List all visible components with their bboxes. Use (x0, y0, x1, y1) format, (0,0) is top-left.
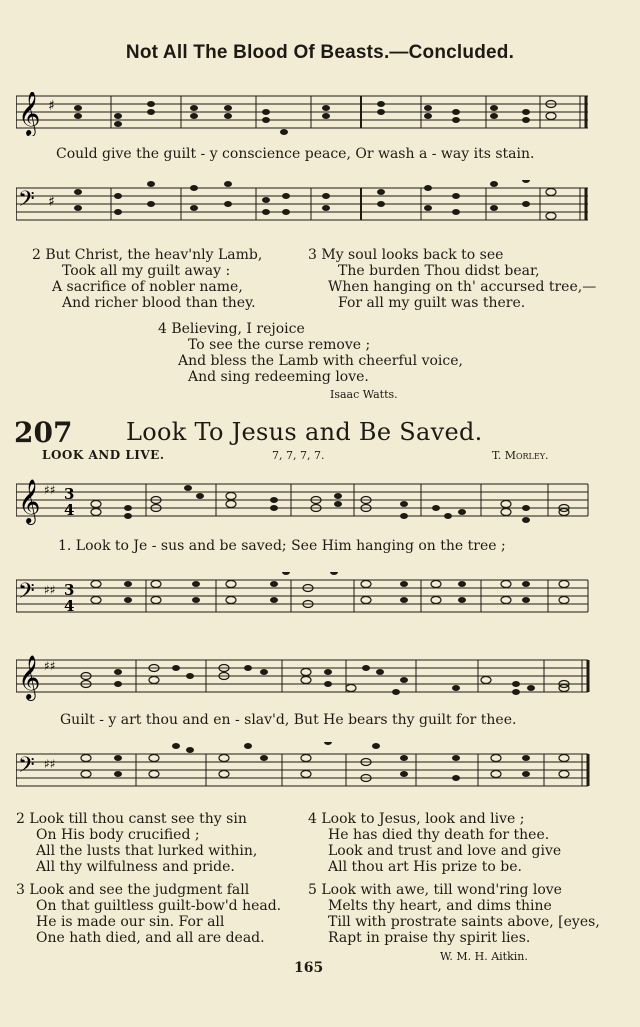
tune-name: LOOK AND LIVE. (42, 448, 165, 462)
hymn-206-lyric-line: Could give the guilt - y conscience peace, Or wash a - way its stain. (56, 146, 535, 162)
verse-line: One hath died, and all are dead. (36, 930, 265, 946)
verse-line: On that guiltless guilt-bow'd head. (36, 898, 282, 914)
svg-text:𝄞: 𝄞 (18, 479, 41, 523)
verse-line: 3 Look and see the judgment fall (16, 882, 250, 898)
hymn-207-verse-3 (16, 882, 281, 946)
svg-text:𝄢: 𝄢 (18, 753, 35, 783)
verse-line: On His body crucified ; (36, 827, 200, 843)
hymn-207-bass-staff-2 (16, 742, 592, 794)
verse-line: 4 Believing, I rejoice (158, 321, 305, 337)
verse-line: All thou art His prize to be. (328, 859, 522, 875)
meter: 7, 7, 7, 7. (272, 449, 325, 462)
verse-line: A sacrifice of nobler name, (52, 279, 243, 295)
hymn-206-author: Isaac Watts. (330, 388, 398, 401)
verse-line: 2 Look till thou canst see thy sin (16, 811, 247, 827)
hymn-207-lyric-line-2: Guilt - y art thou and en - slav'd, But He bears thy guilt for thee. (60, 712, 517, 728)
verse-line: Till with prostrate saints above, [eyes, (328, 914, 600, 930)
time-sig-top: 3 (64, 485, 75, 503)
hymn-207-author: W. M. H. Aitkin. (440, 950, 528, 963)
svg-text:𝄢: 𝄢 (18, 187, 35, 217)
hymn-206-heading: Not All The Blood Of Beasts.—Concluded. (125, 42, 515, 63)
time-sig-top: 3 (64, 581, 75, 599)
hymn-title: Look To Jesus and Be Saved. (126, 418, 483, 446)
composer: T. Morley. (492, 449, 549, 462)
hymn-207-verse-5 (308, 882, 600, 946)
verse-line: For all my guilt was there. (338, 295, 526, 311)
page-number: 165 (294, 960, 324, 976)
svg-text:♯: ♯ (48, 98, 55, 114)
hymn-207-lyric-line-1: 1. Look to Je - sus and be saved; See Him hanging on the tree ; (58, 538, 506, 554)
svg-text:♯♯: ♯♯ (44, 583, 56, 597)
verse-line: All the lusts that lurked within, (36, 843, 258, 859)
hymn-207-treble-staff-2 (16, 654, 592, 704)
hymn-206-treble-staff (16, 92, 592, 136)
verse-line: Rapt in praise thy spirit lies. (328, 930, 531, 946)
verse-line: 2 But Christ, the heav'nly Lamb, (32, 247, 263, 263)
hymn-206-verse-2 (32, 247, 262, 311)
hymn-207-bass-staff-1 (16, 572, 592, 620)
verse-line: Took all my guilt away : (62, 263, 231, 279)
svg-text:♯♯: ♯♯ (44, 659, 56, 673)
verse-line: And sing redeeming love. (188, 369, 369, 385)
verse-line: The burden Thou didst bear, (338, 263, 540, 279)
verse-line: And richer blood than they. (62, 295, 256, 311)
svg-text:𝄢: 𝄢 (18, 579, 35, 609)
verse-line: 5 Look with awe, till wond'ring love (308, 882, 562, 898)
verse-line: And bless the Lamb with cheerful voice, (178, 353, 463, 369)
hymn-207-verse-2 (16, 811, 257, 875)
hymn-207-treble-staff-1 (16, 478, 592, 528)
hymn-207-verse-4 (308, 811, 561, 875)
time-sig-bottom: 4 (64, 597, 75, 615)
verse-line: 4 Look to Jesus, look and live ; (308, 811, 525, 827)
hymn-206-verse-4 (158, 321, 463, 385)
verse-line: He has died thy death for thee. (328, 827, 550, 843)
verse-line: 3 My soul looks back to see (308, 247, 504, 263)
verse-line: He is made our sin. For all (36, 914, 225, 930)
verse-line: All thy wilfulness and pride. (36, 859, 235, 875)
verse-line: To see the curse remove ; (188, 337, 371, 353)
svg-text:𝄞: 𝄞 (18, 655, 41, 699)
hymn-206-verse-3 (308, 247, 596, 311)
verse-line: Look and trust and love and give (328, 843, 562, 859)
hymn-number: 207 (14, 416, 73, 449)
svg-text:♯: ♯ (48, 194, 55, 210)
svg-text:𝄞: 𝄞 (18, 92, 41, 135)
svg-text:♯♯: ♯♯ (44, 757, 56, 771)
time-sig-bottom: 4 (64, 501, 75, 519)
verse-line: Melts thy heart, and dims thine (328, 898, 552, 914)
hymn-206-bass-staff (16, 180, 592, 230)
verse-line: When hanging on th' accursed tree,— (328, 279, 597, 295)
svg-text:♯♯: ♯♯ (44, 483, 56, 497)
